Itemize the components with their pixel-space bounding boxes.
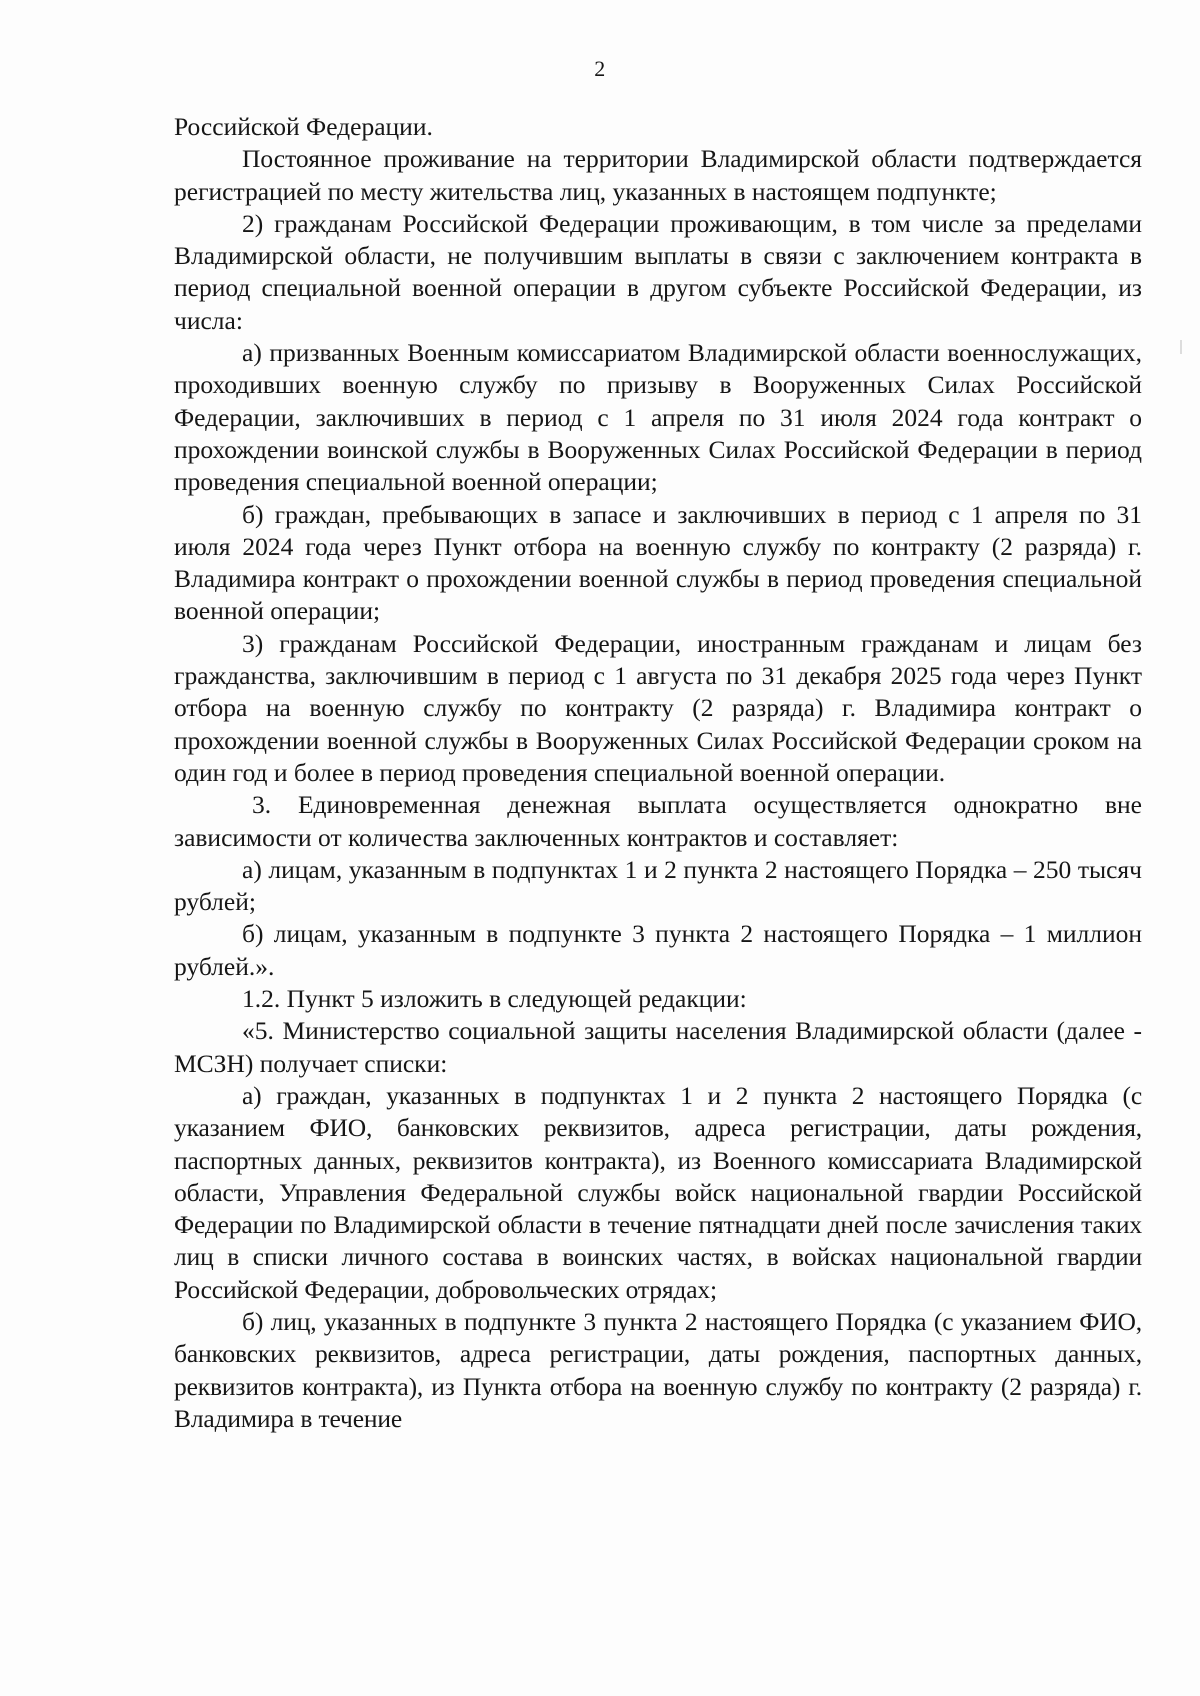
document-body [174,111,1142,1435]
paragraph-clause-5a: а) граждан, указанных в подпунктах 1 и 2 пункта 2 настоящего Порядка (с указанием ФИО, банковских реквизитов, адреса регистрации, даты рождения, паспортных данных, реквизитов контракта), из Военного комиссариата Владимирской области, Управления Федеральной службы войск национальной гвардии Российской Федерации по Владимирской области в течение пятнадцати дней после зачисления таких лиц в списки личного состава в воинских частях, в войсках национальной гвардии Российской Федерации, добровольческих отрядах; [174,1080,1142,1304]
paragraph-clause-5b: б) лиц, указанных в подпункте 3 пункта 2 настоящего Порядка (с указанием ФИО, банковских реквизитов, адреса регистрации, даты рождения, паспортных данных, реквизитов контракта), из Пункта отбора на военную службу по контракту (2 разряда) г. Владимира в течение [174,1306,1142,1433]
scan-artifact [1180,340,1182,354]
paragraph-clause-3a: а) лицам, указанным в подпунктах 1 и 2 пункта 2 настоящего Порядка – 250 тысяч рублей; [174,854,1142,917]
paragraph-clause-3b: б) лицам, указанным в подпункте 3 пункта 2 настоящего Порядка – 1 миллион рублей.». [174,919,1142,981]
paragraph-amendment-1-2: 1.2. Пункт 5 изложить в следующей редакции: [242,984,747,1014]
paragraph-subitem-3: 3) гражданам Российской Федерации, иностранным гражданам и лицам без гражданства, заключившим в период с 1 августа по 31 декабря 2025 года через Пункт отбора на военную службу по контракту (2 разряда) г. Владимира контракт о прохождении военной службы в Вооруженных Силах Российской Федерации сроком на один год и более в период проведения специальной военной операции. [174,628,1142,787]
paragraph-subitem-2: 2) гражданам Российской Федерации проживающим, в том числе за пределами Владимирской области, не получившим выплаты в связи с заключением контракта в период специальной военной операции в другом субъекте Российской Федерации, из числа: [174,208,1142,335]
paragraph-subitem-2b: б) граждан, пребывающих в запасе и заключивших в период с 1 апреля по 31 июля 2024 года через Пункт отбора на военную службу по контракту (2 разряда) г. Владимира контракт о прохождении военной службы в период проведения специальной военной операции; [174,499,1142,626]
paragraph-continuation: Российской Федерации. [174,112,433,141]
paragraph-clause-3: 3. Единовременная денежная выплата осуществляется однократно вне зависимости от количества заключенных контрактов и составляет: [174,790,1142,852]
paragraph-clause-5: «5. Министерство социальной защиты населения Владимирской области (далее - МСЗН) получает списки: [174,1016,1142,1078]
paragraph-residence-confirmation: Постоянное проживание на территории Владимирской области подтверждается регистрацией по месту жительства лиц, указанных в настоящем подпункте; [174,144,1142,206]
page-number: 2 [594,56,606,81]
paragraph-subitem-2a: а) призванных Военным комиссариатом Владимирской области военнослужащих, проходивших военную службу по призыву в Вооруженных Силах Российской Федерации, заключивших в период с 1 апреля по 31 июля 2024 года контракт о прохождении воинской службы в Вооруженных Силах Российской Федерации в период проведения специальной военной операции; [174,338,1142,497]
